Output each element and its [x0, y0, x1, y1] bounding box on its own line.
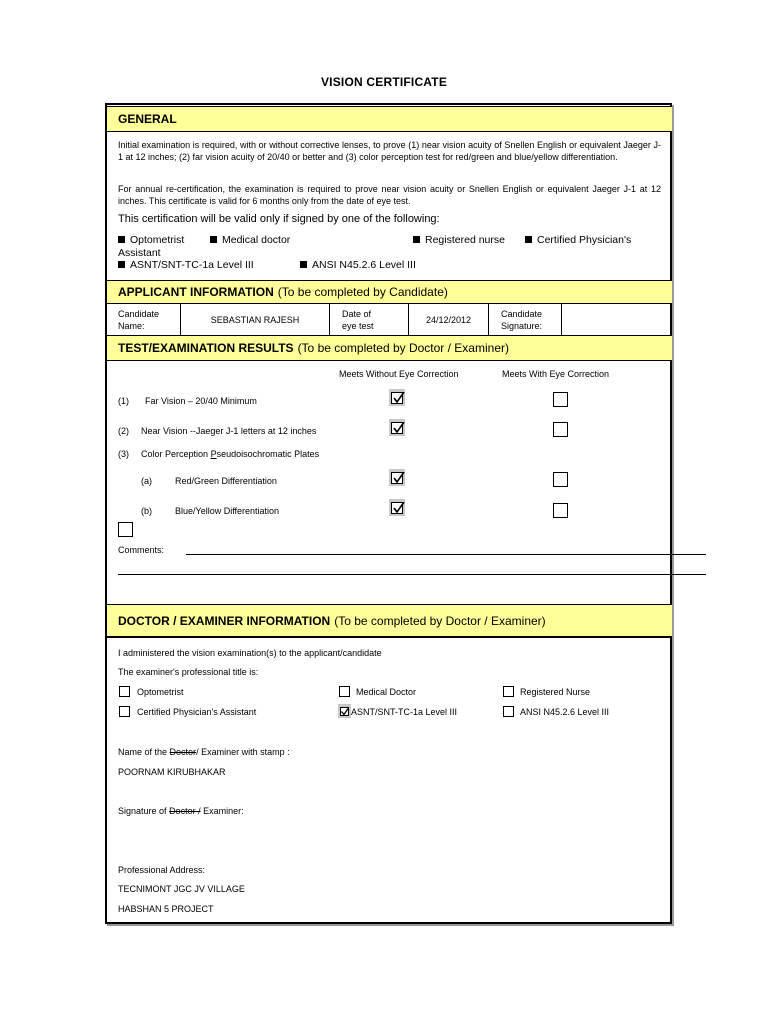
signer-optometrist: Optometrist	[118, 234, 184, 246]
results-section-header	[107, 336, 672, 361]
applicant-row	[107, 304, 672, 336]
candidate-signature-field[interactable]	[562, 304, 672, 335]
page-title: VISION CERTIFICATE	[320, 75, 448, 89]
doctor-section-header	[107, 604, 672, 638]
title-medical-doctor-checkbox[interactable]	[339, 686, 350, 697]
col-with-correction: Meets With Eye Correction	[502, 369, 610, 379]
date-label: Date of eye test	[330, 304, 409, 335]
general-heading: GENERAL	[118, 112, 177, 126]
results-heading: TEST/EXAMINATION RESULTS	[118, 341, 294, 355]
title-registered-nurse-checkbox[interactable]	[503, 686, 514, 697]
row3-label: Color Perception Pseudoisochromatic Plates	[141, 449, 320, 459]
address-line-1[interactable]: TECNIMONT JGC JV VILLAGE	[118, 884, 245, 894]
row-b-without-checkbox[interactable]	[389, 499, 405, 516]
col-without-correction: Meets Without Eye Correction	[339, 369, 459, 379]
title-asnt-checkbox[interactable]	[338, 704, 351, 718]
checkmark-icon	[340, 707, 350, 717]
title-ansi-label: ANSI N45.2.6 Level III	[520, 707, 610, 717]
comments-label: Comments:	[118, 545, 165, 555]
row2-with-checkbox[interactable]	[553, 422, 568, 437]
row-a-without-checkbox[interactable]	[389, 469, 405, 486]
title-physician-assistant-checkbox[interactable]	[119, 706, 130, 717]
bullet-square-icon	[300, 261, 307, 268]
checkmark-icon	[392, 422, 406, 435]
address-label: Professional Address:	[118, 865, 206, 875]
doctor-line-2: The examiner's professional title is:	[118, 667, 259, 677]
title-medical-doctor-label: Medical Doctor	[356, 687, 417, 697]
general-section-header	[107, 106, 672, 132]
examiner-signature-label: Signature of Doctor / Examiner:	[118, 806, 244, 816]
applicant-heading: APPLICANT INFORMATION	[118, 285, 274, 299]
checkmark-icon	[392, 472, 406, 485]
signature-label: Candidate Signature:	[489, 304, 562, 335]
row1-without-checkbox[interactable]	[389, 389, 405, 406]
bullet-square-icon	[118, 236, 125, 243]
bullet-square-icon	[210, 236, 217, 243]
row1-number: (1)	[118, 396, 129, 406]
title-physician-assistant-label: Certified Physician's Assistant	[137, 707, 257, 717]
row3-number: (3)	[118, 449, 129, 459]
bullet-square-icon	[525, 236, 532, 243]
signer-medical-doctor: Medical doctor	[210, 234, 290, 246]
row1-label: Far Vision – 20/40 Minimum	[145, 396, 257, 406]
title-registered-nurse-label: Registered Nurse	[520, 687, 591, 697]
date-value[interactable]: 24/12/2012	[409, 304, 489, 335]
title-optometrist-checkbox[interactable]	[119, 686, 130, 697]
row-a-with-checkbox[interactable]	[553, 472, 568, 487]
row-b-number: (b)	[141, 506, 152, 516]
results-note: (To be completed by Doctor / Examiner)	[297, 341, 509, 355]
row2-number: (2)	[118, 426, 129, 436]
row1-with-checkbox[interactable]	[553, 392, 568, 407]
applicant-section-header	[107, 280, 672, 304]
candidate-name-value[interactable]: SEBASTIAN RAJESH	[181, 304, 330, 335]
bullet-square-icon	[118, 261, 125, 268]
signer-registered-nurse: Registered nurse	[413, 234, 505, 246]
row2-label: Near Vision --Jaeger J-1 letters at 12 inches	[141, 426, 317, 436]
checkmark-icon	[392, 502, 406, 515]
examiner-name-label: Name of the Doctor/ Examiner with stamp :	[118, 747, 290, 757]
comments-line-1[interactable]	[186, 554, 706, 555]
title-optometrist-label: Optometrist	[137, 687, 184, 697]
row-a-number: (a)	[141, 476, 152, 486]
general-paragraph-1: Initial examination is required, with or without corrective lenses, to prove (1) near vision acuity of Snellen English or equivalent Jaeger J-1 at 12 inches; (2) far vision acuity of 20/40 or better and (3) color perception test for red/green and blue/yellow differentiation.	[118, 140, 661, 162]
row2-without-checkbox[interactable]	[389, 419, 405, 436]
doctor-heading: DOCTOR / EXAMINER INFORMATION	[118, 613, 331, 628]
applicant-note: (To be completed by Candidate)	[277, 285, 448, 299]
general-paragraph-2: For annual re-certification, the examination is required to prove near vision acuity or Snellen English or equivalent Jaeger J-1 at 12 inches. This certificate is valid for 6 months only from the date of eye test.	[118, 184, 661, 206]
address-line-2[interactable]: HABSHAN 5 PROJECT	[118, 904, 214, 914]
stray-checkbox[interactable]	[118, 522, 133, 537]
doctor-line-1: I administered the vision examination(s) to the applicant/candidate	[118, 648, 382, 658]
row-b-label: Blue/Yellow Differentiation	[175, 506, 280, 516]
candidate-name-label: Candidate Name:	[107, 304, 181, 335]
title-asnt-label: ASNT/SNT-TC-1a Level III	[351, 707, 458, 717]
signer-physician-assistant-cont: Assistant	[118, 247, 161, 259]
title-ansi-checkbox[interactable]	[503, 706, 514, 717]
comments-line-2[interactable]	[118, 574, 706, 575]
general-paragraph-3: This certification will be valid only if signed by one of the following:	[118, 213, 440, 225]
row-b-with-checkbox[interactable]	[553, 503, 568, 518]
row-a-label: Red/Green Differentiation	[175, 476, 277, 486]
signer-physician-assistant: Certified Physician's	[525, 234, 631, 246]
signer-asnt: ASNT/SNT-TC-1a Level III	[118, 259, 254, 271]
bullet-square-icon	[413, 236, 420, 243]
signer-ansi: ANSI N45.2.6 Level III	[300, 259, 416, 271]
examiner-name-value[interactable]: POORNAM KIRUBHAKAR	[118, 767, 226, 777]
doctor-note: (To be completed by Doctor / Examiner)	[334, 613, 546, 628]
checkmark-icon	[392, 392, 406, 405]
